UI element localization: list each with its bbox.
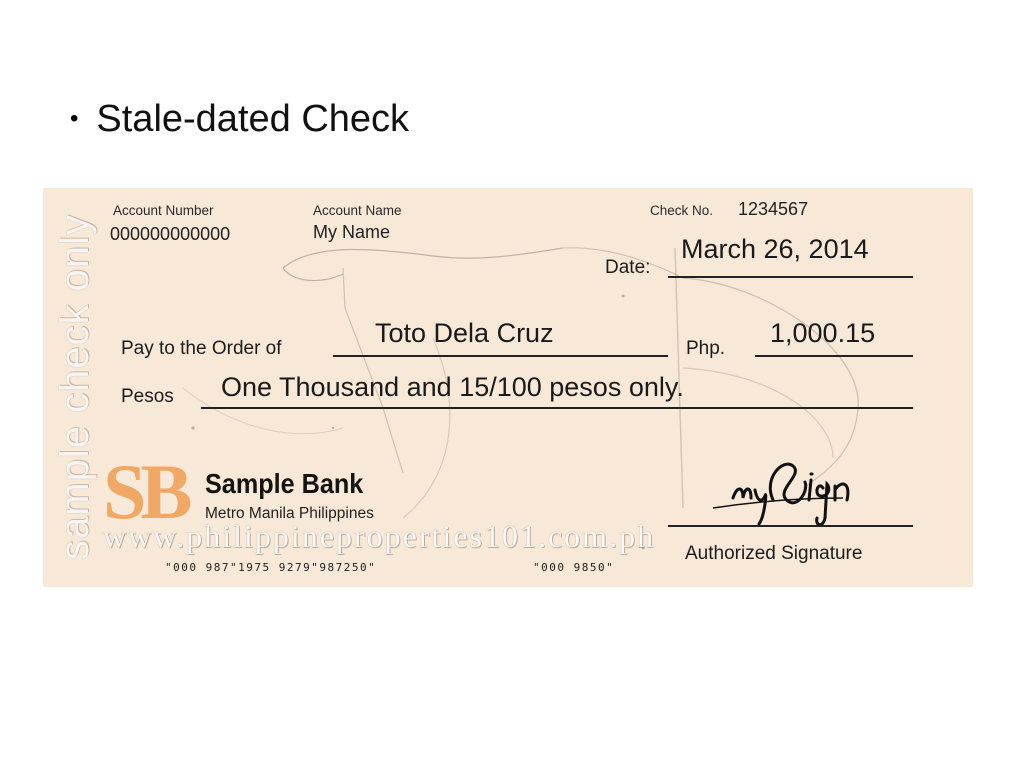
account-number-value: 000000000000 bbox=[110, 224, 231, 244]
amount-words-value: One Thousand and 15/100 pesos only. bbox=[221, 372, 684, 402]
check-no-value: 1234567 bbox=[738, 199, 809, 219]
date-line bbox=[668, 276, 913, 278]
date-value: March 26, 2014 bbox=[681, 234, 869, 264]
check-no-label: Check No. bbox=[650, 203, 714, 218]
micr-line-left: "000 987"1975 9279"987250" bbox=[165, 561, 377, 574]
signature-line bbox=[668, 525, 913, 527]
account-name-value: My Name bbox=[313, 222, 391, 242]
bank-logo: SB bbox=[103, 448, 187, 535]
bank-location: Metro Manila Philippines bbox=[205, 505, 374, 522]
currency-label: Php. bbox=[686, 338, 726, 359]
payee-line bbox=[333, 355, 668, 357]
authorized-signature-label: Authorized Signature bbox=[685, 543, 863, 564]
payee-value: Toto Dela Cruz bbox=[375, 318, 554, 348]
pay-to-label: Pay to the Order of bbox=[121, 338, 282, 359]
slide-title: Stale-dated Check bbox=[96, 98, 410, 140]
website-watermark: www.philippineproperties101.com.ph bbox=[103, 518, 656, 554]
bank-name: Sample Bank bbox=[205, 468, 364, 499]
amount-value: 1,000.15 bbox=[770, 318, 876, 348]
amount-words-line bbox=[201, 407, 913, 409]
amount-line bbox=[755, 355, 913, 357]
signature-image bbox=[713, 438, 913, 533]
date-label: Date: bbox=[605, 257, 651, 278]
account-number-label: Account Number bbox=[113, 203, 214, 218]
bullet-item bbox=[70, 94, 409, 144]
sample-check-watermark: sample check only bbox=[53, 213, 97, 560]
account-name-label: Account Name bbox=[313, 203, 402, 218]
check-image bbox=[43, 188, 973, 587]
bullet-dot: • bbox=[70, 105, 79, 132]
pesos-label: Pesos bbox=[121, 386, 174, 407]
micr-line-right: "000 9850" bbox=[533, 561, 615, 574]
